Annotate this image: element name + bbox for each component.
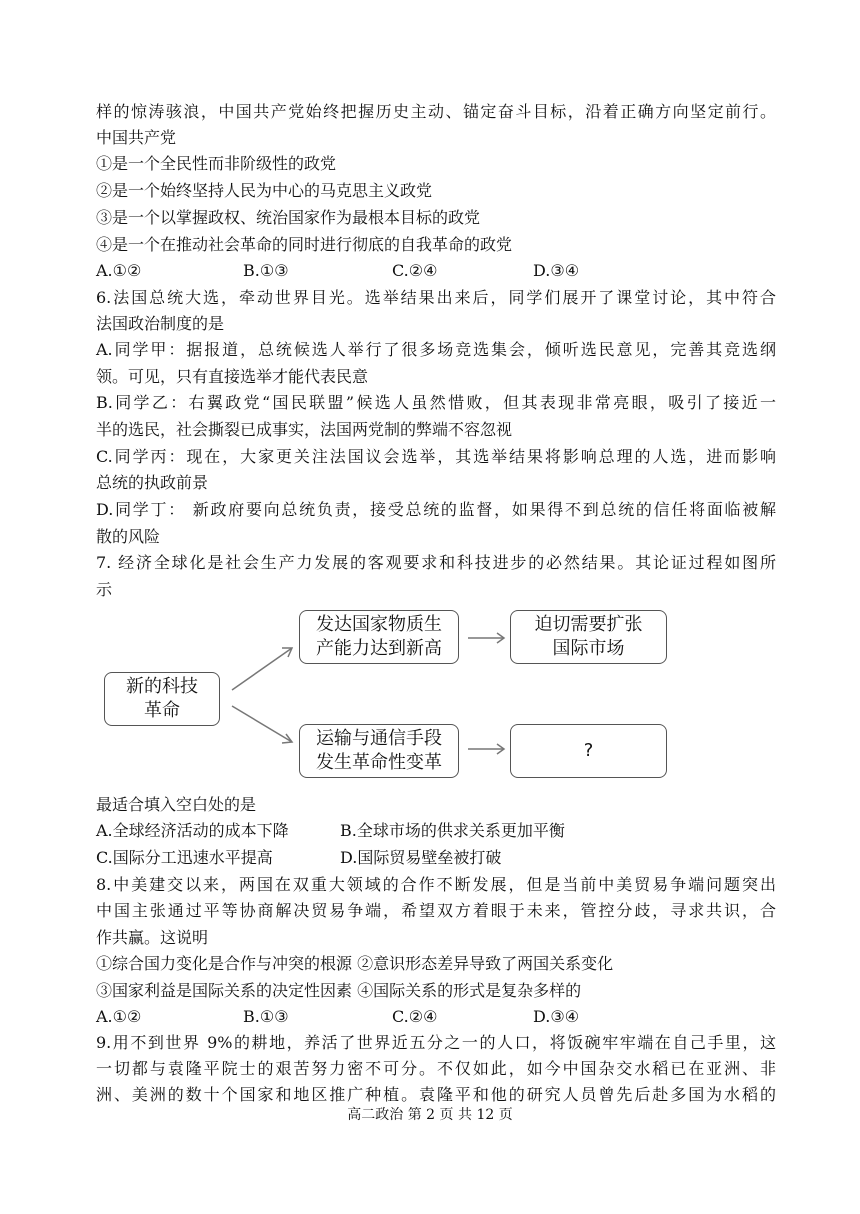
box-market-expansion (510, 610, 667, 664)
q8-items-3-4: ③国家利益是国际关系的决定性因素 ④国际关系的形式是复杂多样的 (96, 981, 582, 1000)
q6-stem-line1: 6.法国总统大选，牵动世界目光。选举结果出来后，同学们展开了课堂讨论，其中符合 (96, 288, 776, 307)
q5-stem: 中国共产党 (96, 128, 177, 147)
box-transport-revolution-line1: 运输与通信手段 (316, 728, 442, 749)
box-market-expansion-line1: 迫切需要扩张 (534, 614, 643, 635)
q8-option-b[interactable]: B.①③ (243, 1007, 289, 1026)
q8-items-1-2: ①综合国力变化是合作与冲突的根源 ②意识形态差异导致了两国关系变化 (96, 954, 614, 973)
box-blank-question-mark: ? (583, 740, 594, 761)
q5-option-c[interactable]: C.②④ (392, 261, 438, 280)
q5-option-a[interactable]: A.①② (96, 261, 142, 280)
q8-option-a[interactable]: A.①② (96, 1007, 142, 1026)
q7-prompt: 最适合填入空白处的是 (96, 795, 257, 814)
box-productivity (299, 610, 459, 664)
box-tech-revolution-line1: 新的科技 (126, 676, 198, 697)
box-tech-revolution-line2: 革命 (144, 700, 180, 721)
q7-stem-line1: 7. 经济全球化是社会生产力发展的客观要求和科技进步的必然结果。其论证过程如图所 (96, 553, 776, 572)
q7-option-a[interactable]: A.全球经济活动的成本下降 (96, 821, 289, 840)
q8-options (96, 1007, 776, 1027)
q6-option-b-line2: 半的选民，社会撕裂已成事实，法国两党制的弊端不容忽视 (96, 420, 513, 439)
q8-option-d[interactable]: D.③④ (533, 1007, 580, 1026)
box-transport-revolution (299, 724, 459, 778)
box-productivity-line1: 发达国家物质生 (316, 614, 442, 635)
q5-stem-continuation: 样的惊涛骇浪，中国共产党始终把握历史主动、锚定奋斗目标，沿着正确方向坚定前行。 (96, 102, 776, 121)
page-footer: 高二政治 第 2 页 共 12 页 (347, 1107, 513, 1123)
q9-stem-line1: 9.用不到世界 9%的耕地，养活了世界近五分之一的人口，将饭碗牢牢端在自己手里，这 (96, 1033, 776, 1052)
arrow-to-bottom-icon (232, 706, 292, 742)
q6-option-d-line1[interactable]: D.同学丁： 新政府要向总统负责，接受总统的监督，如果得不到总统的信任将面临被解 (96, 500, 776, 519)
arrow-to-top-icon (232, 648, 292, 690)
q5-option-b[interactable]: B.①③ (243, 261, 289, 280)
box-tech-revolution (104, 672, 220, 726)
q7-option-b[interactable]: B.全球市场的供求关系更加平衡 (340, 821, 565, 840)
q5-item-1: ①是一个全民性而非阶级性的政党 (96, 154, 337, 173)
q6-option-c-line1[interactable]: C.同学丙：现在，大家更关注法国议会选举，其选举结果将影响总理的人选，进而影响 (96, 447, 776, 466)
q6-option-c-line2: 总统的执政前景 (96, 473, 209, 492)
box-market-expansion-line2: 国际市场 (552, 638, 625, 659)
q5-item-2: ②是一个始终坚持人民为中心的马克思主义政党 (96, 181, 433, 200)
q6-option-b-line1[interactable]: B.同学乙：右翼政党“国民联盟”候选人虽然惜败，但其表现非常亮眼，吸引了接近一 (96, 393, 776, 412)
q6-stem-line2: 法国政治制度的是 (96, 314, 225, 333)
q5-item-3: ③是一个以掌握政权、统治国家作为最根本目标的政党 (96, 208, 481, 227)
q9-stem-line3: 洲、美洲的数十个国家和地区推广种植。袁隆平和他的研究人员曾先后赴多国为水稻的 (96, 1085, 776, 1104)
box-transport-revolution-line2: 发生革命性变革 (316, 752, 442, 773)
q5-option-d[interactable]: D.③④ (533, 261, 580, 280)
q8-stem-line1: 8.中美建交以来，两国在双重大领域的合作不断发展，但是当前中美贸易争端问题突出 (96, 875, 776, 894)
q9-stem-line2: 一切都与袁隆平院士的艰苦努力密不可分。不仅如此，如今中国杂交水稻已在亚洲、非 (96, 1059, 776, 1078)
q7-options-row1 (96, 821, 776, 841)
q7-option-c[interactable]: C.国际分工迅速水平提高 (96, 848, 273, 867)
box-blank-answer (510, 724, 667, 778)
q8-option-c[interactable]: C.②④ (392, 1007, 438, 1026)
q7-stem-line2: 示 (96, 580, 113, 599)
q7-option-d[interactable]: D.国际贸易壁垒被打破 (340, 848, 502, 867)
q5-item-4: ④是一个在推动社会革命的同时进行彻底的自我革命的政党 (96, 235, 513, 254)
q5-options (96, 261, 776, 281)
q7-diagram (96, 606, 686, 786)
q7-options-row2 (96, 848, 776, 868)
q6-option-d-line2: 散的风险 (96, 527, 161, 546)
q8-stem-line2: 中国主张通过平等协商解决贸易争端，希望双方着眼于未来，管控分歧，寻求共识，合 (96, 901, 776, 920)
box-productivity-line2: 产能力达到新高 (316, 638, 442, 659)
q6-option-a-line1[interactable]: A.同学甲：据报道，总统候选人举行了很多场竞选集会，倾听选民意见，完善其竞选纲 (96, 340, 776, 359)
q8-stem-line3: 作共赢。这说明 (96, 928, 209, 947)
q6-option-a-line2: 领。可见，只有直接选举才能代表民意 (96, 367, 369, 386)
